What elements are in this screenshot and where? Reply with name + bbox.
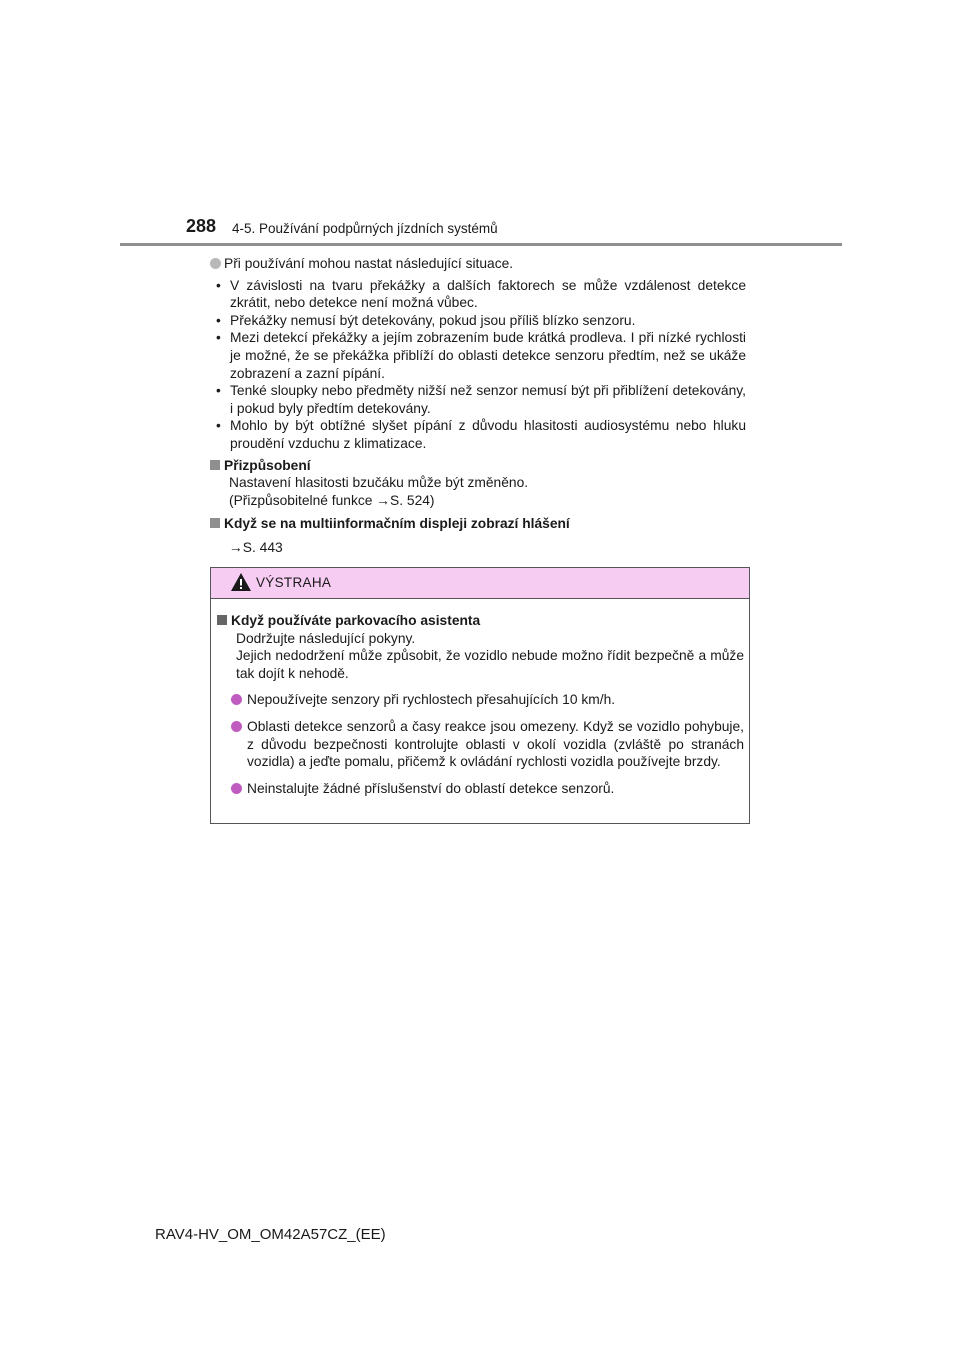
square-bullet-icon xyxy=(210,518,220,528)
warning-intro-2: Jejich nedodržení může způsobit, že vozidlo nebude možno řídit bezpečně a může tak dojít k nehodě. xyxy=(236,648,744,681)
circle-bullet-icon xyxy=(231,721,242,732)
situations-lead: Při používání mohou nastat následující situace. xyxy=(224,256,514,271)
message-page-ref: →S. 443 xyxy=(229,539,283,555)
warning-title: VÝSTRAHA xyxy=(256,575,332,590)
header-divider xyxy=(120,243,842,246)
message-heading xyxy=(210,515,746,533)
customization-heading xyxy=(210,457,746,475)
warning-item-text: Neinstalujte žádné příslušenství do oblastí detekce senzorů. xyxy=(247,780,615,796)
section-title: 4-5. Používání podpůrných jízdních systémů xyxy=(232,221,498,236)
list-item: • Tenké sloupky nebo předměty nižší než senzor nemusí být při přiblížení detekovány, i pokud byly předtím detekovány. xyxy=(210,382,746,417)
square-bullet-icon xyxy=(217,615,227,625)
warning-triangle-icon xyxy=(231,573,251,591)
list-item: • Překážky nemusí být detekovány, pokud jsou příliš blízko senzoru. xyxy=(210,312,746,330)
customization-line-2: (Přizpůsobitelné funkce →S. 524) xyxy=(229,492,435,508)
circle-bullet-icon xyxy=(231,783,242,794)
list-item: • Mezi detekcí překážky a jejím zobrazením bude krátká prodleva. I při nízké rychlosti je možné, že se překážka přiblíží do oblasti detekce senzoru předtím, než se ukáže zobrazení a zazní pípání. xyxy=(210,329,746,382)
warning-heading-text: Když používáte parkovacího asistenta xyxy=(231,613,481,628)
warning-item xyxy=(231,780,744,798)
customization-line-1: Nastavení hlasitosti bzučáku může být změněno. xyxy=(229,475,529,491)
situations-paragraph xyxy=(210,255,746,273)
list-item: • Mohlo by být obtížné slyšet pípání z důvodu hlasitosti audiosystému nebo hluku proudění vzduchu z klimatizace. xyxy=(210,417,746,452)
page-number: 288 xyxy=(186,216,217,236)
warning-item xyxy=(231,718,744,771)
square-bullet-icon xyxy=(210,460,220,470)
situations-list xyxy=(210,277,746,453)
warning-heading xyxy=(217,612,744,630)
circle-bullet-icon xyxy=(210,258,221,269)
list-item: • V závislosti na tvaru překážky a dalších faktorech se může vzdálenost detekce zkrátit, nebo detekce není možná vůbec. xyxy=(210,277,746,312)
customization-heading-text: Přizpůsobení xyxy=(224,457,311,473)
warning-intro-1: Dodržujte následující pokyny. xyxy=(236,630,416,646)
warning-box xyxy=(210,567,750,824)
message-heading-text: Když se na multiinformačním displeji zobrazí hlášení xyxy=(224,516,570,532)
warning-item xyxy=(231,691,744,709)
warning-body xyxy=(211,599,749,797)
main-content xyxy=(210,255,746,557)
warning-header xyxy=(211,568,749,599)
warning-item-text: Oblasti detekce senzorů a časy reakce jsou omezeny. Když se vozidlo pohybuje, z důvodu bezpečnosti kontrolujte oblasti v okolí vozidla (zvláště po stranách vozidla) a jeďte pomalu, přičemž k ovládání rychlosti vozidla používejte brzdy. xyxy=(247,718,744,770)
circle-bullet-icon xyxy=(231,694,242,705)
warning-item-text: Nepoužívejte senzory při rychlostech přesahujících 10 km/h. xyxy=(247,692,616,708)
manual-code: RAV4-HV_OM_OM42A57CZ_(EE) xyxy=(155,1226,386,1243)
